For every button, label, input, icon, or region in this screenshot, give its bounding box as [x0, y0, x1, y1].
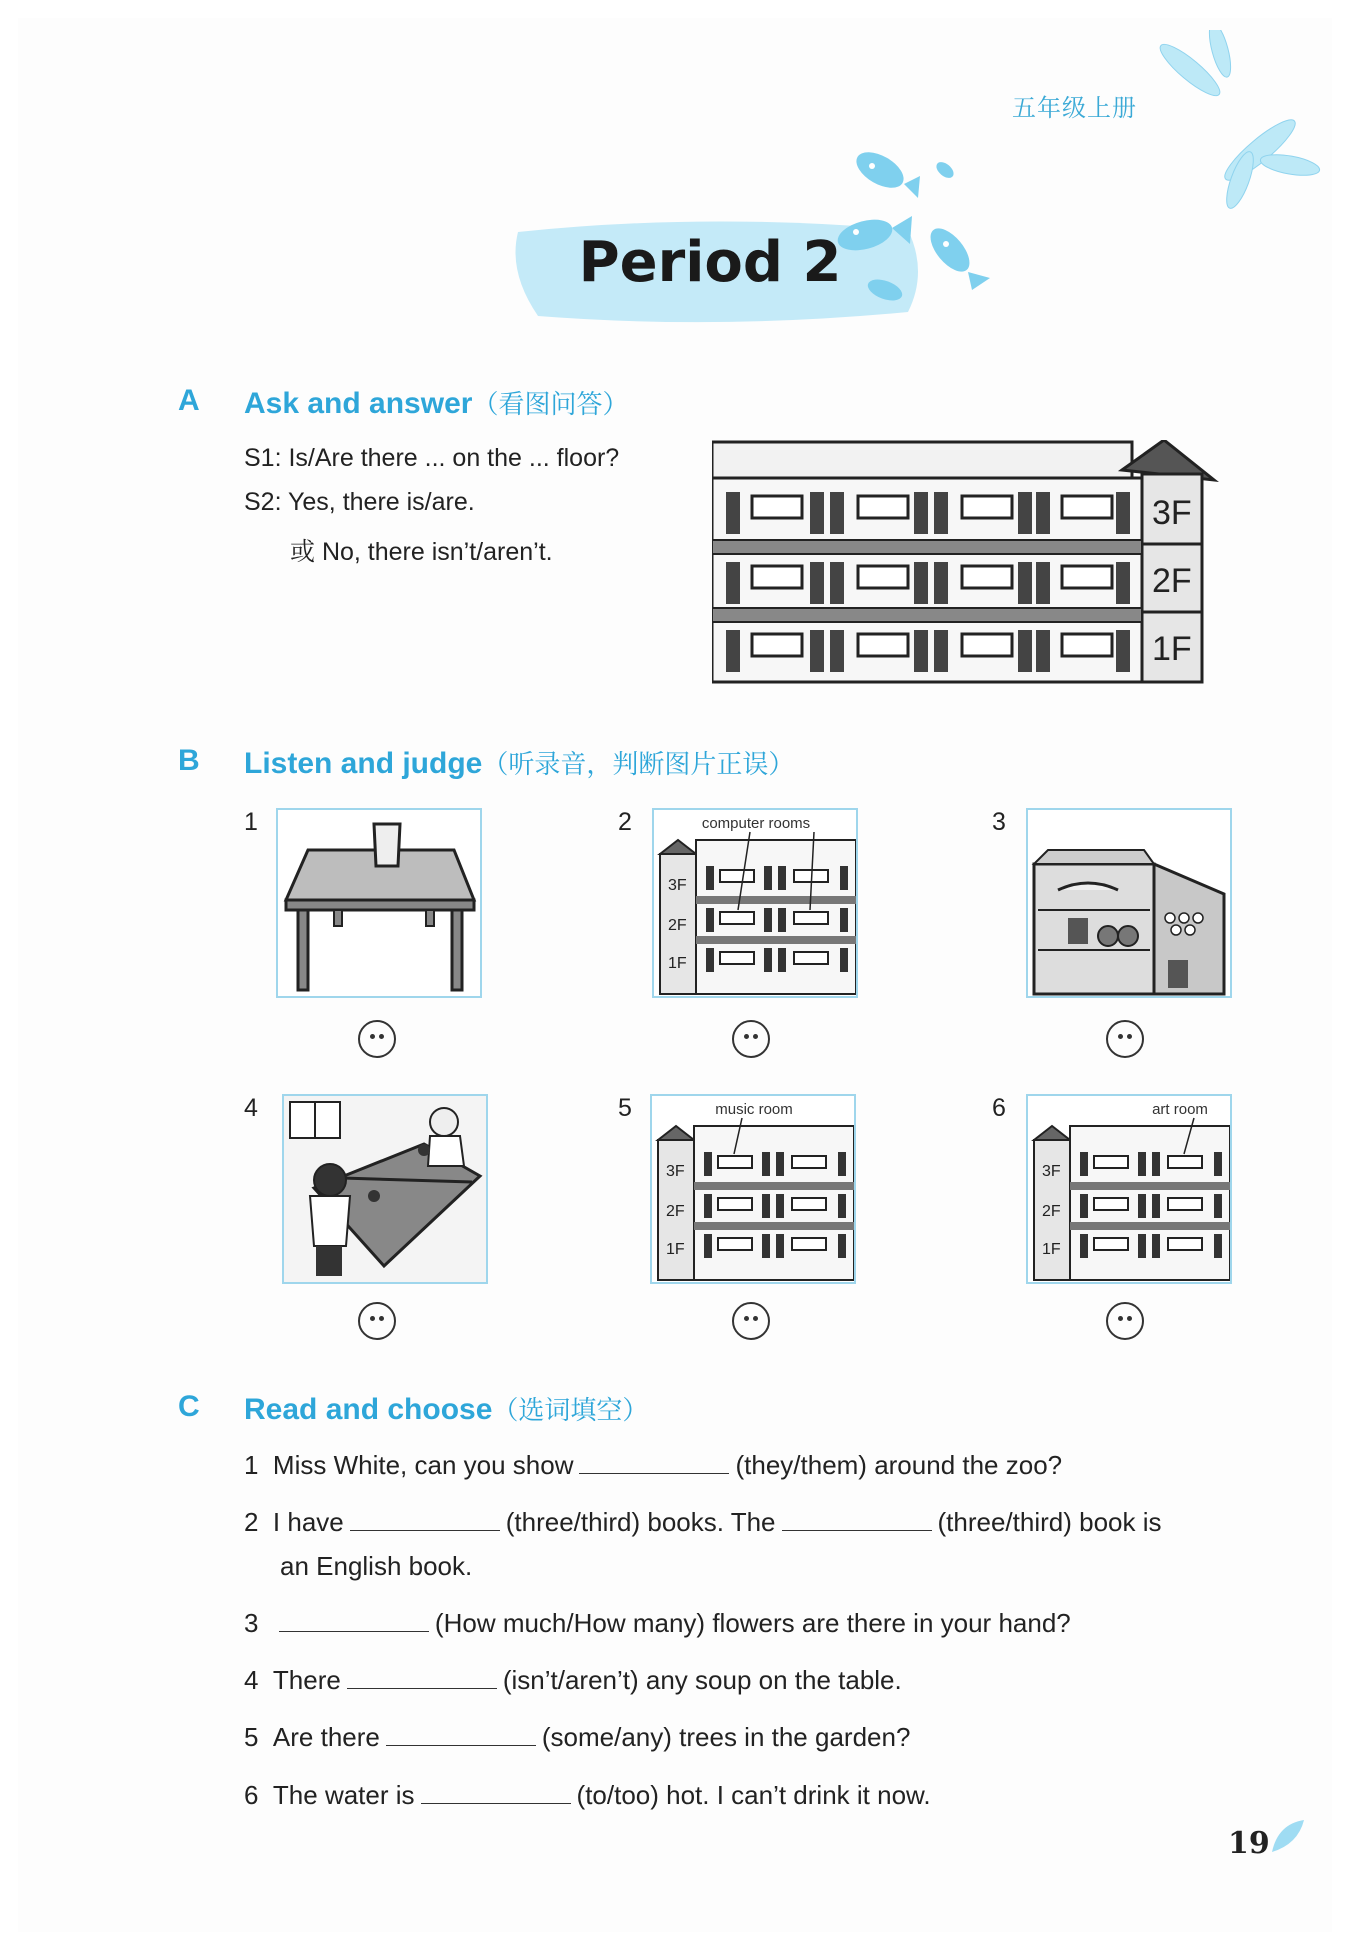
building-label: music room — [715, 1101, 793, 1118]
exercise-line — [244, 1608, 1071, 1639]
exercise-line — [244, 1507, 1162, 1538]
answer-blank[interactable] — [350, 1510, 500, 1531]
answer-blank[interactable] — [347, 1668, 497, 1689]
exercise-text: (they/them) around the zoo? — [735, 1450, 1063, 1480]
smiley-icon[interactable] — [732, 1302, 770, 1340]
building-label: art room — [1152, 1101, 1208, 1118]
exercise-line-cont: an English book. — [280, 1551, 473, 1581]
answer-blank[interactable] — [421, 1783, 571, 1804]
exercise-text: (three/third) book is — [937, 1507, 1162, 1537]
exercise-text: Are there — [272, 1722, 380, 1752]
exercise-text: (three/third) books. The — [505, 1507, 776, 1537]
dragonfly-icon — [1150, 30, 1330, 210]
exercise-text: (to/too) hot. I can’t drink it now. — [576, 1780, 931, 1810]
page-number: 19 — [1228, 1826, 1270, 1861]
building-picture — [1026, 1094, 1232, 1284]
page-title: Period 2 — [578, 230, 842, 295]
svg-text:3F: 3F — [668, 877, 687, 894]
answer-blank[interactable] — [579, 1453, 729, 1474]
floor-label: 2F — [1152, 562, 1192, 600]
smiley-icon[interactable] — [1106, 1020, 1144, 1058]
svg-text:3F: 3F — [1042, 1163, 1061, 1180]
school-building — [712, 440, 1220, 685]
item-number: 1 — [244, 808, 258, 836]
answer-blank[interactable] — [386, 1725, 536, 1746]
svg-text:3F: 3F — [666, 1163, 685, 1180]
exercise-text: (isn’t/aren’t) any soup on the table. — [502, 1665, 902, 1695]
exercise-number: 5 — [244, 1722, 259, 1752]
section-b-letter: B — [178, 744, 200, 777]
item-number: 4 — [244, 1094, 258, 1122]
smiley-icon[interactable] — [1106, 1302, 1144, 1340]
svg-text:1F: 1F — [666, 1241, 685, 1258]
exercise-number: 1 — [244, 1450, 259, 1480]
svg-text:2F: 2F — [668, 917, 687, 934]
svg-text:1F: 1F — [668, 955, 687, 972]
section-c-letter: C — [178, 1390, 200, 1423]
section-a-letter: A — [178, 384, 200, 417]
fridge-picture — [1026, 808, 1232, 998]
building-picture — [650, 1094, 856, 1284]
exercise-line — [244, 1665, 902, 1696]
dialogue-line: S2: Yes, there is/are. — [244, 488, 475, 516]
dialogue-line: 或 No, there isn’t/aren’t. — [290, 538, 553, 566]
exercise-text: There — [272, 1665, 341, 1695]
grade-label: 五年级上册 — [1012, 94, 1137, 122]
smiley-icon[interactable] — [358, 1302, 396, 1340]
exercise-text: I have — [272, 1507, 344, 1537]
exercise-number: 3 — [244, 1608, 259, 1638]
section-b-title: Listen and judge（听录音，判断图片正误） — [244, 747, 795, 780]
svg-text:1F: 1F — [1042, 1241, 1061, 1258]
smiley-icon[interactable] — [358, 1020, 396, 1058]
section-a-title: Ask and answer（看图问答） — [244, 387, 629, 420]
item-number: 2 — [618, 808, 632, 836]
svg-text:2F: 2F — [1042, 1203, 1061, 1220]
leaf-icon — [1268, 1818, 1308, 1858]
floor-label: 1F — [1152, 630, 1192, 668]
exercise-line — [244, 1450, 1062, 1481]
answer-blank[interactable] — [279, 1611, 429, 1632]
building-label: computer rooms — [701, 815, 811, 832]
floor-label: 3F — [1152, 494, 1192, 532]
item-number: 5 — [618, 1094, 632, 1122]
mini-building — [660, 832, 856, 994]
exercise-line — [244, 1722, 910, 1753]
svg-text:2F: 2F — [666, 1203, 685, 1220]
table-picture — [276, 808, 482, 998]
exercise-text: (How much/How many) flowers are there in your hand? — [434, 1608, 1071, 1638]
exercise-text: Miss White, can you show — [272, 1450, 574, 1480]
item-number: 3 — [992, 808, 1006, 836]
exercise-number: 6 — [244, 1780, 259, 1810]
exercise-line — [244, 1780, 931, 1811]
exercise-number: 4 — [244, 1665, 259, 1695]
exercise-text: (some/any) trees in the garden? — [541, 1722, 911, 1752]
item-number: 6 — [992, 1094, 1006, 1122]
answer-blank[interactable] — [782, 1510, 932, 1531]
exercise-text: The water is — [272, 1780, 415, 1810]
dialogue-line: S1: Is/Are there ... on the ... floor? — [244, 444, 620, 472]
exercise-number: 2 — [244, 1507, 259, 1537]
section-c-title: Read and choose（选词填空） — [244, 1393, 649, 1426]
building-picture — [652, 808, 858, 998]
smiley-icon[interactable] — [732, 1020, 770, 1058]
ping-pong-picture — [282, 1094, 488, 1284]
